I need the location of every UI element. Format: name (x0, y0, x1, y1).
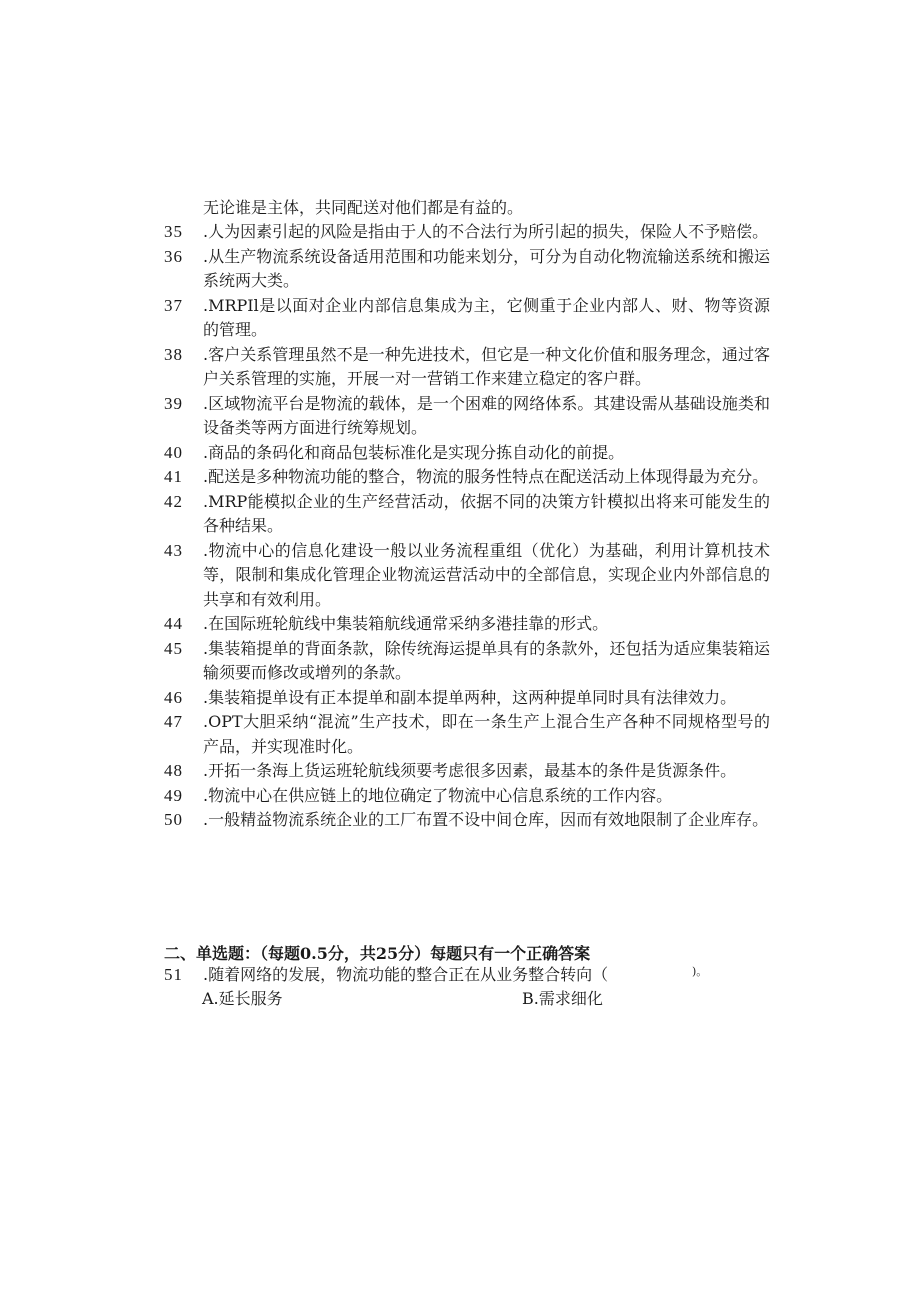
question-options (160, 987, 770, 1011)
list-item (160, 710, 770, 759)
item-number: 39 (164, 393, 183, 413)
list-item (160, 686, 770, 711)
item-number: 45 (164, 638, 183, 658)
item-text: .配送是多种物流功能的整合，物流的服务性特点在配送活动上体现得最为充分。 (203, 467, 769, 486)
item-text: .MRPIl是以面对企业内部信息集成为主，它侧重于企业内部人、财、物等资源的管理。 (203, 295, 770, 339)
item-number: 49 (164, 785, 183, 805)
list-item (160, 343, 770, 392)
item-text: .区域物流平台是物流的载体，是一个困难的网络体系。其建设需从基础设施类和设备类等两方面进行统筹规划。 (203, 393, 770, 437)
question-text: .随着网络的发展，物流功能的整合正在从业务整合转向（ (203, 965, 609, 984)
list-item (160, 220, 770, 245)
true-false-list (160, 220, 770, 833)
item-number: 37 (164, 295, 183, 315)
intro-line: 无论谁是主体，共同配送对他们都是有益的。 (203, 198, 524, 217)
item-number: 41 (164, 467, 183, 486)
item-number: 42 (164, 491, 183, 511)
item-text: .一般精益物流系统企业的工厂布置不设中间仓库，因而有效地限制了企业库存。 (203, 810, 769, 829)
item-number: 35 (164, 222, 183, 241)
item-number: 50 (164, 810, 183, 829)
item-text: .物流中心在供应链上的地位确定了物流中心信息系统的工作内容。 (203, 785, 673, 805)
item-text: .商品的条码化和商品包装标准化是实现分拣自动化的前提。 (203, 442, 625, 462)
question-stem (160, 963, 770, 987)
list-item (160, 612, 770, 637)
item-number: 43 (164, 540, 183, 560)
question-51 (160, 963, 770, 1011)
list-item (160, 490, 770, 539)
item-text: .人为因素引起的风险是指由于人的不合法行为所引起的损失，保险人不予赔偿。 (203, 222, 769, 241)
list-item (160, 392, 770, 441)
list-item (160, 759, 770, 784)
item-text: .集装箱提单的背面条款，除传统海运提单具有的条款外，还包括为适应集装箱运输须要而修改或增列的条款。 (203, 638, 770, 682)
question-number: 51 (164, 965, 183, 984)
item-number: 40 (164, 442, 183, 462)
list-item (160, 539, 770, 613)
option-a: A.延长服务 (202, 989, 283, 1008)
item-number: 44 (164, 614, 183, 633)
option-b: B.需求细化 (522, 989, 603, 1008)
section-title: 二、单选题：（每题0.5分，共25分）每题只有一个正确答案 (164, 944, 591, 963)
item-number: 46 (164, 687, 183, 707)
item-number: 48 (164, 761, 183, 780)
item-text: .在国际班轮航线中集装箱航线通常采纳多港挂靠的形式。 (203, 614, 609, 633)
list-item (160, 637, 770, 686)
item-text: .OPT大胆采纳“混流”生产技术，即在一条生产上混合生产各种不同规格型号的产品，并实现准时化。 (203, 712, 770, 756)
item-number: 38 (164, 344, 183, 364)
item-number: 36 (164, 246, 183, 266)
item-text: .物流中心的信息化建设一般以业务流程重组（优化）为基础，利用计算机技术等，限制和集成化管理企业物流运营活动中的全部信息，实现企业内外部信息的共享和有效利用。 (203, 540, 770, 609)
list-item (160, 245, 770, 294)
item-text: .MRP能模拟企业的生产经营活动，依据不同的决策方针模拟出将来可能发生的各种结果。 (203, 491, 770, 535)
item-text: .从生产物流系统设备适用范围和功能来划分，可分为自动化物流输送系统和搬运系统两大类。 (203, 246, 770, 290)
list-item (160, 465, 770, 490)
item-text: .客户关系管理虽然不是一种先进技术，但它是一种文化价值和服务理念，通过客户关系管理的实施，开展一对一营销工作来建立稳定的客户群。 (203, 344, 770, 388)
question-tail: )。 (692, 965, 708, 978)
list-item (160, 441, 770, 466)
list-item (160, 784, 770, 809)
item-text: .开拓一条海上货运班轮航线须要考虑很多因素，最基本的条件是货源条件。 (203, 761, 737, 780)
list-item (160, 294, 770, 343)
item-number: 47 (164, 712, 183, 731)
item-text: .集装箱提单设有正本提单和副本提单两种，这两种提单同时具有法律效力。 (203, 687, 737, 707)
list-item (160, 808, 770, 833)
